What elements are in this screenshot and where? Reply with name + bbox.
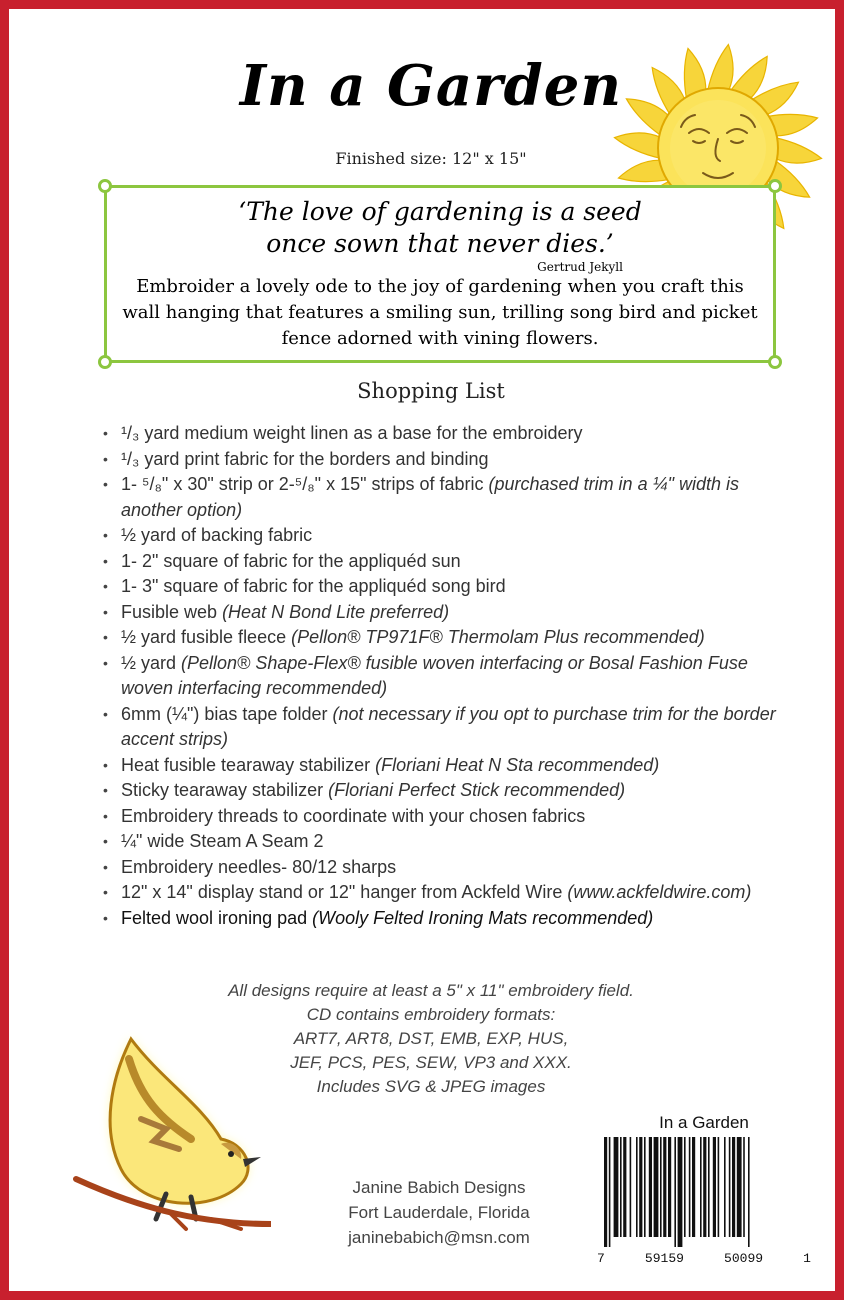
finished-size: Finished size: 12" x 15" bbox=[335, 149, 527, 168]
item-text: 12" x 14" display stand or 12" hanger from Ackfeld Wire bbox=[121, 882, 568, 902]
shopping-list-item bbox=[101, 829, 791, 855]
sun-ray bbox=[708, 45, 733, 91]
item-text: ¹/₃ yard medium weight linen as a base for the embroidery bbox=[121, 423, 583, 443]
quote-line-1: ‘The love of gardening is a seed bbox=[238, 197, 642, 226]
shopping-list-item bbox=[101, 906, 791, 932]
intro-line-2: wall hanging that features a smiling sun, trilling song bird and picket bbox=[122, 302, 758, 323]
item-text: Embroidery threads to coordinate with your chosen fabrics bbox=[121, 805, 586, 826]
item-text: Heat fusible tearaway stabilizer bbox=[121, 754, 376, 775]
item-note: (www.ackfeldwire.com) bbox=[567, 882, 752, 902]
item-text: Fusible web bbox=[121, 601, 223, 622]
shopping-list-item bbox=[101, 549, 791, 575]
item-text: ½ yard bbox=[121, 652, 182, 673]
barcode-bar bbox=[604, 1137, 607, 1247]
formats-line-5: Includes SVG & JPEG images bbox=[316, 1077, 546, 1096]
shopping-list-item bbox=[101, 778, 791, 804]
barcode-digit-3: 50099 bbox=[724, 1251, 764, 1266]
barcode-bar bbox=[692, 1137, 695, 1237]
shopping-list-item bbox=[101, 447, 791, 473]
formats-line-1: All designs require at least a 5" x 11" embroidery field. bbox=[228, 981, 634, 1000]
barcode-bar bbox=[703, 1137, 706, 1237]
formats-line-4: JEF, PCS, PES, SEW, VP3 and XXX. bbox=[290, 1053, 572, 1072]
barcode-bar bbox=[743, 1137, 745, 1237]
item-text: Felted wool ironing pad bbox=[121, 907, 313, 928]
page-title: In a Garden bbox=[239, 53, 623, 119]
shopping-list-item bbox=[101, 855, 791, 881]
item-note: (purchased trim in a ¼" width is another option) bbox=[121, 474, 740, 520]
shopping-list-item bbox=[101, 421, 791, 447]
barcode-bar bbox=[729, 1137, 731, 1237]
quote-line-2: once sown that never dies.’ bbox=[266, 229, 614, 258]
barcode-bar bbox=[678, 1137, 683, 1247]
barcode-title: In a Garden bbox=[659, 1113, 749, 1132]
item-note: (Pellon® Shape-Flex® fusible woven interfacing or Bosal Fashion Fuse woven interfacing recommended) bbox=[121, 652, 748, 698]
barcode-bar bbox=[660, 1137, 662, 1237]
formats-line-2: CD contains embroidery formats: bbox=[306, 1005, 556, 1024]
barcode-digit-2: 59159 bbox=[644, 1251, 684, 1266]
barcode-bar bbox=[748, 1137, 750, 1247]
barcode-bar bbox=[713, 1137, 716, 1237]
item-note: (Heat N Bond Lite preferred) bbox=[222, 601, 450, 622]
shopping-list-item bbox=[101, 625, 791, 651]
item-text: ½ yard fusible fleece bbox=[121, 627, 292, 647]
barcode-bar bbox=[623, 1137, 626, 1237]
barcode-bar bbox=[620, 1137, 622, 1237]
barcode-bar bbox=[636, 1137, 638, 1237]
barcode-bar bbox=[649, 1137, 652, 1237]
shopping-list-item bbox=[101, 651, 791, 702]
quote-frame bbox=[104, 185, 776, 363]
barcode-bar bbox=[724, 1137, 726, 1237]
intro-line-1: Embroider a lovely ode to the joy of gardening when you craft this bbox=[136, 276, 744, 297]
item-text: Embroidery needles- 80/12 sharps bbox=[121, 856, 397, 877]
sun-ray bbox=[615, 133, 661, 158]
barcode-bar bbox=[609, 1137, 611, 1247]
barcode-digit-1: 7 bbox=[597, 1251, 605, 1266]
song-bird-icon bbox=[71, 1019, 271, 1239]
barcode-bar bbox=[737, 1137, 742, 1237]
item-text: 1- ⁵/₈" x 30" strip or 2-⁵/₈" x 15" strips of fabric bbox=[121, 474, 489, 494]
barcode-bar bbox=[689, 1137, 691, 1237]
formats-line-3: ART7, ART8, DST, EMB, EXP, HUS, bbox=[293, 1029, 569, 1048]
item-text: 6mm (¼") bias tape folder bbox=[121, 703, 333, 724]
shopping-list-item bbox=[101, 702, 791, 753]
item-note: (Floriani Perfect Stick recommended) bbox=[328, 780, 626, 800]
item-note: (Pellon® TP971F® Thermolam Plus recommended) bbox=[291, 627, 705, 647]
shopping-list bbox=[101, 421, 791, 931]
barcode-bar bbox=[639, 1137, 642, 1237]
shopping-list-heading: Shopping List bbox=[357, 379, 505, 403]
barcode-bar bbox=[718, 1137, 720, 1237]
item-note: (Floriani Heat N Sta recommended) bbox=[375, 754, 660, 775]
barcode-bar bbox=[700, 1137, 702, 1237]
quote-author: Gertrud Jekyll bbox=[537, 260, 623, 274]
sun-ray bbox=[775, 138, 821, 163]
item-text: Sticky tearaway stabilizer bbox=[121, 780, 329, 800]
barcode-bar bbox=[708, 1137, 710, 1237]
shopping-list-item bbox=[101, 880, 791, 906]
shopping-list-item bbox=[101, 600, 791, 626]
item-note: (Wooly Felted Ironing Mats recommended) bbox=[312, 907, 654, 928]
intro-text bbox=[107, 274, 773, 352]
item-text: 1- 3" square of fabric for the appliquéd song bird bbox=[121, 576, 506, 596]
barcode-icon bbox=[602, 1137, 802, 1247]
barcode-bar bbox=[614, 1137, 619, 1237]
barcode-bar bbox=[674, 1137, 676, 1247]
intro-line-3: fence adorned with vining flowers. bbox=[281, 328, 599, 349]
barcode-bar bbox=[663, 1137, 666, 1237]
company-city: Fort Lauderdale, Florida bbox=[348, 1203, 530, 1222]
barcode-bar bbox=[654, 1137, 659, 1237]
shopping-list-item bbox=[101, 523, 791, 549]
shopping-list-item bbox=[101, 804, 791, 830]
barcode-bar bbox=[732, 1137, 735, 1237]
item-note: (not necessary if you opt to purchase trim for the border accent strips) bbox=[121, 703, 776, 749]
company-email[interactable]: janinebabich@msn.com bbox=[348, 1228, 530, 1247]
item-text: 1- 2" square of fabric for the appliquéd sun bbox=[121, 550, 461, 571]
item-text: ½ yard of backing fabric bbox=[121, 525, 313, 545]
item-text: ¹/₃ yard print fabric for the borders and binding bbox=[121, 448, 489, 469]
shopping-list-item bbox=[101, 753, 791, 779]
item-text: ¼" wide Steam A Seam 2 bbox=[121, 831, 324, 851]
gardening-quote bbox=[107, 196, 773, 260]
barcode-bar bbox=[684, 1137, 686, 1237]
barcode-bar bbox=[630, 1137, 632, 1237]
barcode-bar bbox=[644, 1137, 646, 1237]
company-name: Janine Babich Designs bbox=[352, 1178, 526, 1197]
designer-address bbox=[309, 1175, 569, 1250]
barcode-digit-4: 1 bbox=[803, 1251, 811, 1266]
barcode-digits bbox=[597, 1251, 811, 1266]
barcode-block bbox=[597, 1113, 811, 1273]
barcode-bar bbox=[668, 1137, 671, 1237]
shopping-list-item bbox=[101, 574, 791, 600]
shopping-list-item bbox=[101, 472, 791, 523]
